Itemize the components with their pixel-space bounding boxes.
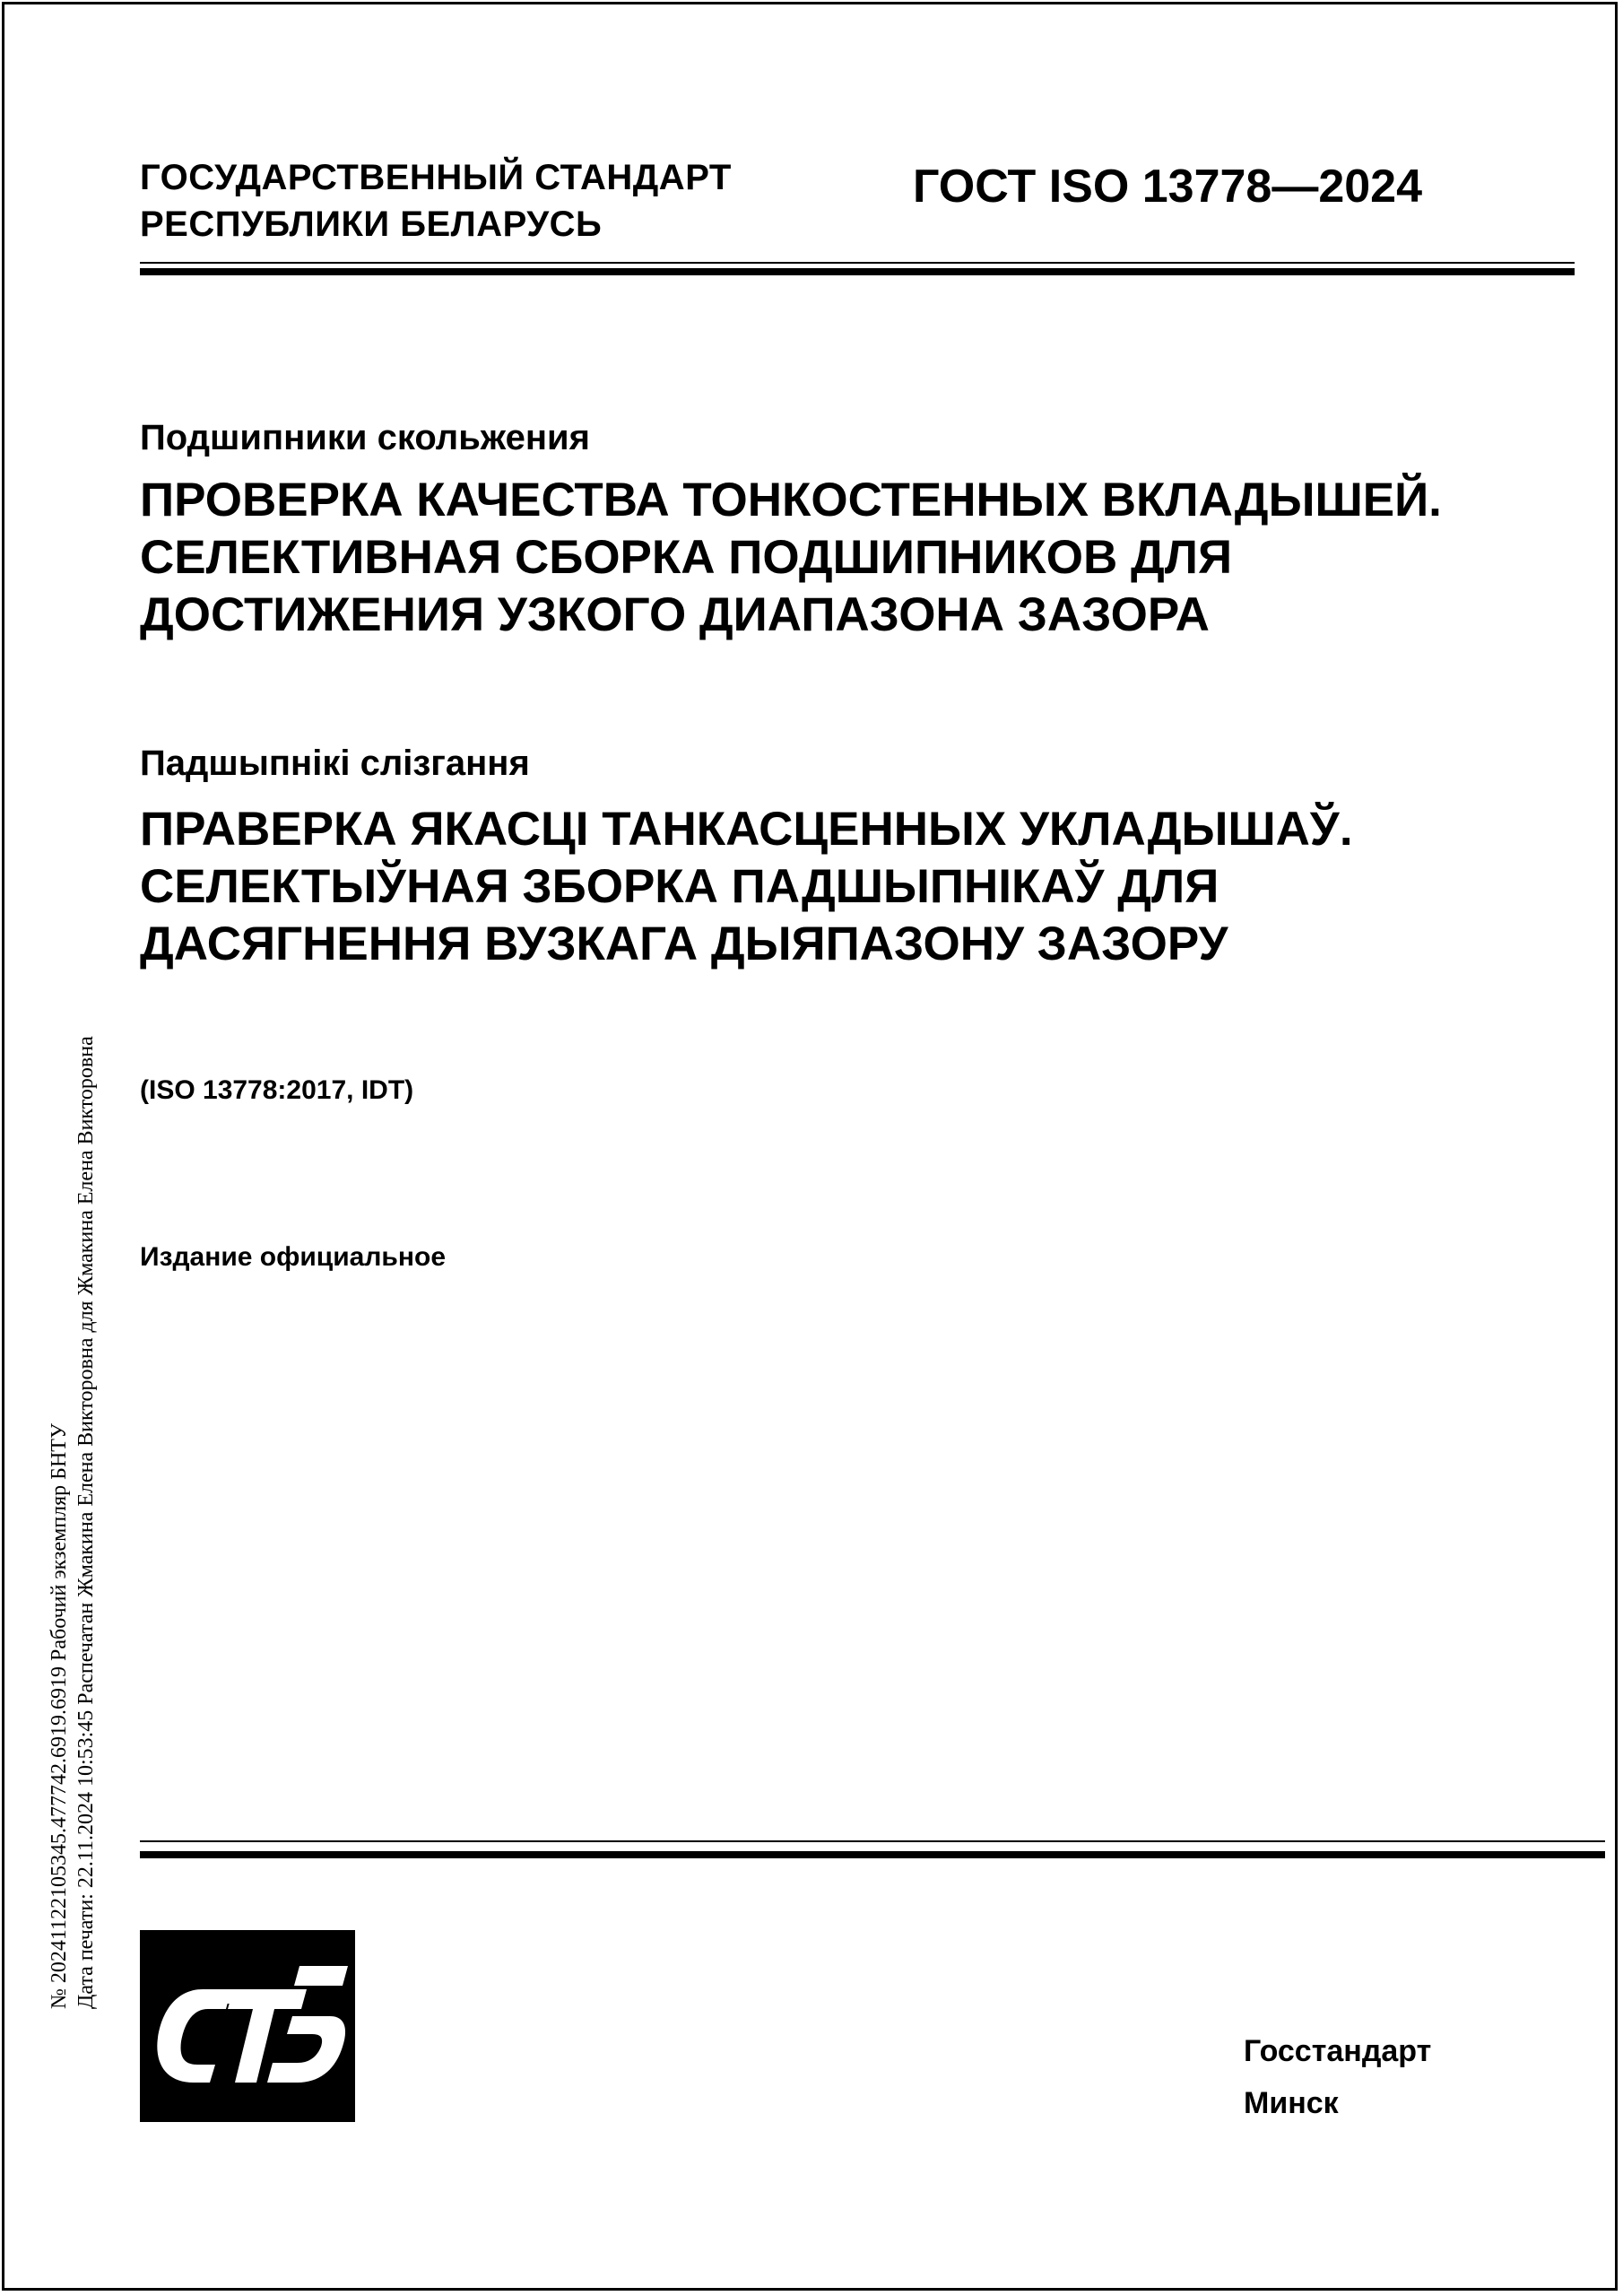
by-title-line: ПРАВЕРКА ЯКАСЦІ ТАНКАСЦЕННЫХ УКЛАДЫШАЎ. — [140, 803, 1353, 856]
ru-title-line: ДОСТИЖЕНИЯ УЗКОГО ДИАПАЗОНА ЗАЗОРА — [140, 588, 1210, 641]
iso-reference: (ISO 13778:2017, IDT) — [140, 1075, 414, 1105]
standard-number: ГОСТ ISO 13778—2024 — [913, 161, 1423, 213]
ru-subtitle: Подшипники скольжения — [140, 418, 590, 457]
stb-logo-icon — [140, 1930, 355, 2122]
by-title — [140, 801, 1353, 973]
header-rule-thick — [140, 268, 1575, 275]
authority-line-1: ГОСУДАРСТВЕННЫЙ СТАНДАРТ — [140, 158, 732, 197]
by-title-line: ДАСЯГНЕННЯ ВУЗКАГА ДЫЯПАЗОНУ ЗАЗОРУ — [140, 918, 1228, 970]
edition-label: Издание официальное — [140, 1242, 447, 1272]
by-subtitle: Падшыпнікі слізгання — [140, 744, 530, 783]
footer-rule-thin — [140, 1840, 1605, 1842]
publisher-city: Минск — [1244, 2086, 1339, 2120]
authority-line-2: РЕСПУБЛИКИ БЕЛАРУСЬ — [140, 204, 603, 244]
publisher-name: Госстандарт — [1244, 2034, 1432, 2068]
side-stamp-line-2: Дата печати: 22.11.2024 10:53:45 Распечатан Жмакина Елена Викторовна для Жмакина Елена Викторовна — [74, 1036, 98, 2009]
ru-title — [140, 472, 1442, 644]
footer-rule-thick — [140, 1851, 1605, 1858]
by-title-line: СЕЛЕКТЫЎНАЯ ЗБОРКА ПАДШЫПНІКАЎ ДЛЯ — [140, 860, 1219, 913]
publisher — [1244, 2025, 1431, 2129]
issuing-authority — [140, 154, 732, 248]
ru-title-line: ПРОВЕРКА КАЧЕСТВА ТОНКОСТЕННЫХ ВКЛАДЫШЕЙ. — [140, 474, 1442, 526]
ru-title-line: СЕЛЕКТИВНАЯ СБОРКА ПОДШИПНИКОВ ДЛЯ — [140, 531, 1233, 584]
header-rule-thin — [140, 262, 1575, 264]
side-stamp-line-1: № 20241122105345.477742.6919.6919 Рабочий экземпляр БНТУ — [48, 1423, 71, 2009]
